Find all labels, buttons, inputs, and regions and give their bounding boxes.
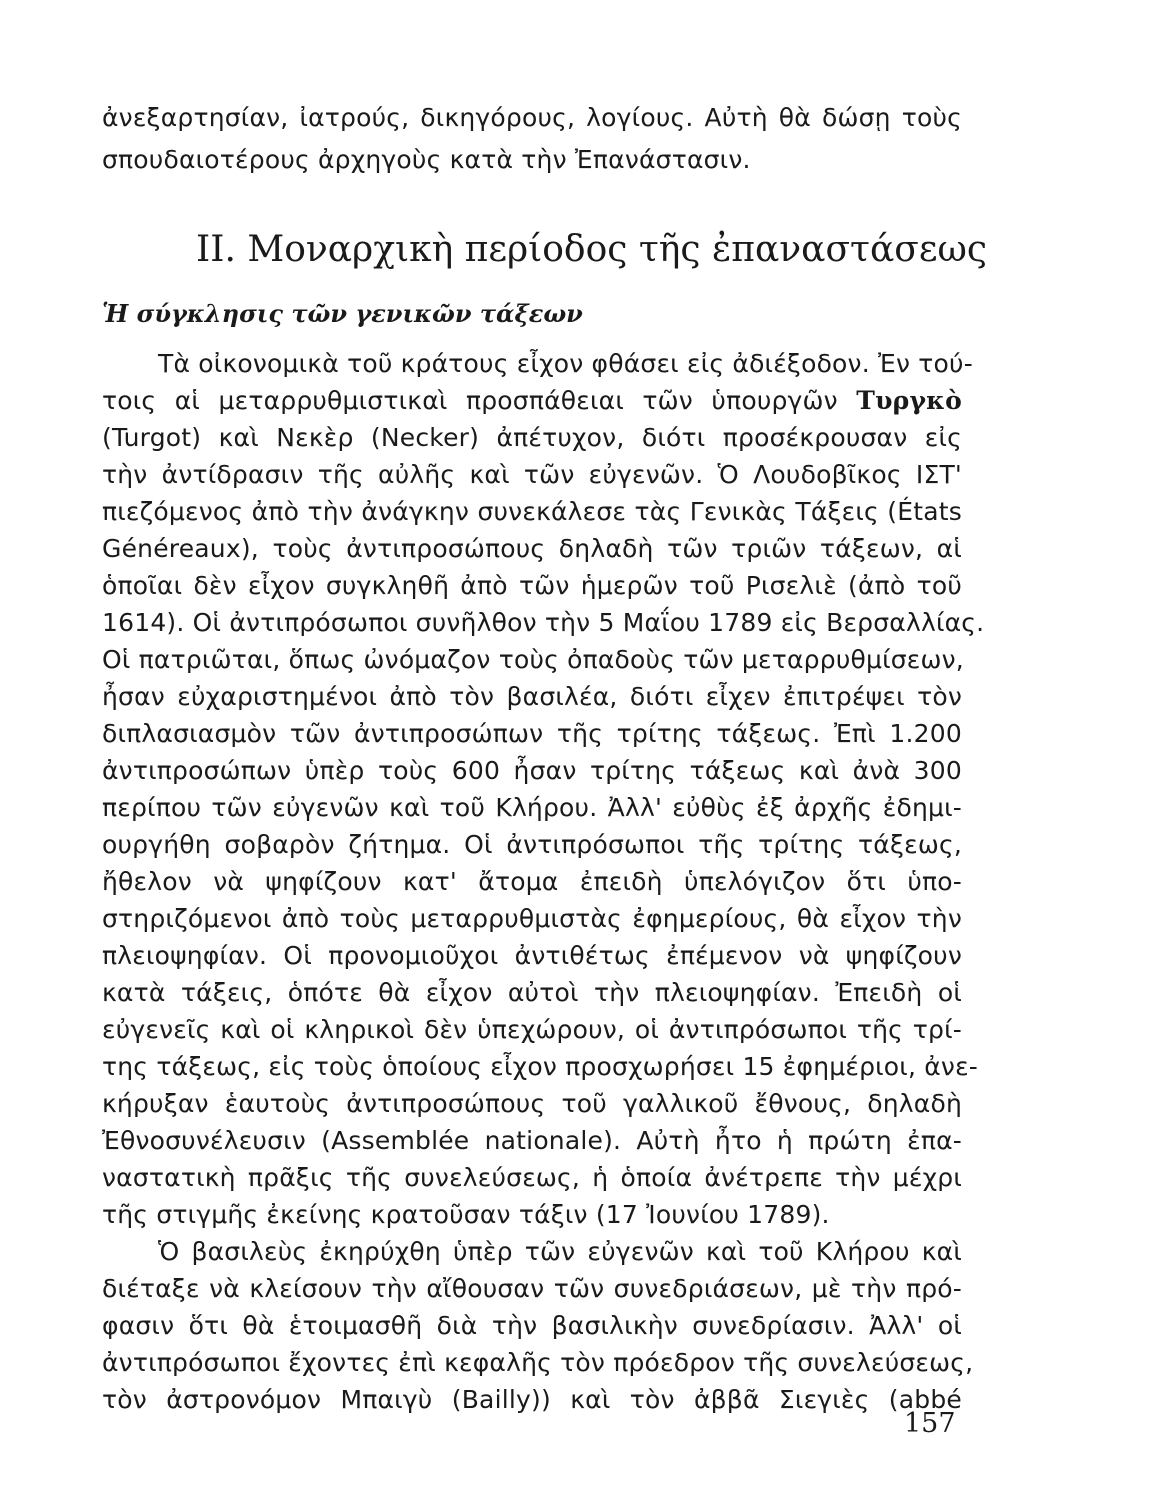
paragraph-1-line: στηριζόμενοι ἀπὸ τοὺς μεταρρυθμιστὰς ἐφημερίους, θὰ εἶχον τὴν <box>102 904 962 933</box>
paragraph-1-line: κατὰ τάξεις, ὁπότε θὰ εἶχον αὐτοὶ τὴν πλειοψηφίαν. Ἐπειδὴ οἱ <box>102 978 962 1007</box>
paragraph-1-line: τὴν ἀντίδρασιν τῆς αὐλῆς καὶ τῶν εὐγενῶν. Ὁ Λουδοβῖκος ΙΣΤ' <box>102 460 962 489</box>
paragraph-2-line: τὸν ἀστρονόμον Μπαιγὺ (Bailly)) καὶ τὸν ἀββᾶ Σιεγιὲς (abbé <box>102 1385 962 1414</box>
paragraph-1-line: ἤθελον νὰ ψηφίζουν κατ' ἄτομα ἐπειδὴ ὑπελόγιζον ὅτι ὑπο- <box>102 867 962 896</box>
paragraph-1-line: ουργήθη σοβαρὸν ζήτημα. Οἱ ἀντιπρόσωποι τῆς τρίτης τάξεως, <box>102 830 962 859</box>
bold-name-turgot: Τυργκὸ <box>856 386 962 415</box>
paragraph-2-line: φασιν ὅτι θὰ ἑτοιμασθῆ διὰ τὴν βασιλικὴν συνεδρίασιν. Ἀλλ' οἱ <box>102 1311 962 1340</box>
paragraph-1-line: ἦσαν εὐχαριστημένοι ἀπὸ τὸν βασιλέα, διότι εἶχεν ἐπιτρέψει τὸν <box>102 682 962 711</box>
paragraph-1-line: πλειοψηφίαν. Οἱ προνομιοῦχοι ἀντιθέτως ἐπέμενον νὰ ψηφίζουν <box>102 941 962 970</box>
paragraph-1-line: Généreaux), τοὺς ἀντιπροσώπους δηλαδὴ τῶν τριῶν τάξεων, αἱ <box>102 534 962 563</box>
paragraph-2-line: ἀντιπρόσωποι ἔχοντες ἐπὶ κεφαλῆς τὸν πρόεδρον τῆς συνελεύσεως, <box>102 1348 974 1377</box>
intro-line-2: σπουδαιοτέρους ἀρχηγοὺς κατὰ τὴν Ἐπανάστασιν. <box>102 145 751 174</box>
paragraph-2-line: Ὁ βασιλεὺς ἐκηρύχθη ὑπὲρ τῶν εὐγενῶν καὶ τοῦ Κλήρου καὶ <box>158 1237 962 1266</box>
paragraph-2-line: διέταξε νὰ κλείσουν τὴν αἴθουσαν τῶν συνεδριάσεων, μὲ τὴν πρό- <box>102 1274 962 1303</box>
intro-line-1: ἀνεξαρτησίαν, ἰατρούς, δικηγόρους, λογίους. Αὐτὴ θὰ δώσῃ τοὺς <box>102 103 962 132</box>
page-number: 157 <box>904 1408 956 1439</box>
paragraph-1-line: πιεζόμενος ἀπὸ τὴν ἀνάγκην συνεκάλεσε τὰς Γενικὰς Τάξεις (États <box>102 497 962 526</box>
paragraph-1-line <box>102 383 962 419</box>
paragraph-1-line: Τὰ οἰκονομικὰ τοῦ κράτους εἶχον φθάσει εἰς ἀδιέξοδον. Ἐν τού- <box>158 349 973 378</box>
paragraph-1-line: της τάξεως, εἰς τοὺς ὁποίους εἶχον προσχωρήσει 15 ἐφημέριοι, ἀνε- <box>102 1052 979 1081</box>
paragraph-1-line: Οἱ πατριῶται, ὅπως ὠνόμαζον τοὺς ὀπαδοὺς τῶν μεταρρυθμίσεων, <box>102 645 964 674</box>
paragraph-1-line: Ἐθνοσυνέλευσιν (Assemblée nationale). Αὐτὴ ἦτο ἡ πρώτη ἐπα- <box>102 1126 962 1155</box>
paragraph-1-line: ναστατικὴ πρᾶξις τῆς συνελεύσεως, ἡ ὁποία ἀνέτρεπε τὴν μέχρι <box>102 1163 962 1192</box>
subheading: Ἡ σύγκλησις τῶν γενικῶν τάξεων <box>102 299 583 328</box>
paragraph-1-line: τῆς στιγμῆς ἐκείνης κρατοῦσαν τάξιν (17 Ἰουνίου 1789). <box>102 1200 830 1229</box>
paragraph-1-line: 1614). Οἱ ἀντιπρόσωποι συνῆλθον τὴν 5 Μαΐου 1789 εἰς Βερσαλλίας. <box>102 608 985 637</box>
paragraph-1-line: ὁποῖαι δὲν εἶχον συγκληθῆ ἀπὸ τῶν ἡμερῶν τοῦ Ρισελιὲ (ἀπὸ τοῦ <box>102 571 962 600</box>
section-heading: II. Μοναρχικὴ περίοδος τῆς ἐπαναστάσεως <box>196 229 987 270</box>
paragraph-1-line: (Turgot) καὶ Νεκὲρ (Necker) ἀπέτυχον, διότι προσέκρουσαν εἰς <box>102 423 962 452</box>
paragraph-1-line: περίπου τῶν εὐγενῶν καὶ τοῦ Κλήρου. Ἀλλ' εὐθὺς ἐξ ἀρχῆς ἐδημι- <box>102 793 962 822</box>
paragraph-1-text: τοις αἱ μεταρρυθμιστικαὶ προσπάθειαι τῶν ὑπουργῶν <box>102 386 838 415</box>
paragraph-1-line: ἀντιπροσώπων ὑπὲρ τοὺς 600 ἦσαν τρίτης τάξεως καὶ ἀνὰ 300 <box>102 756 962 785</box>
paragraph-1-line: κήρυξαν ἑαυτοὺς ἀντιπροσώπους τοῦ γαλλικοῦ ἔθνους, δηλαδὴ <box>102 1089 962 1118</box>
paragraph-1-line: διπλασιασμὸν τῶν ἀντιπροσώπων τῆς τρίτης τάξεως. Ἐπὶ 1.200 <box>102 719 962 748</box>
paragraph-1-line: εὐγενεῖς καὶ οἱ κληρικοὶ δὲν ὑπεχώρουν, οἱ ἀντιπρόσωποι τῆς τρί- <box>102 1015 962 1044</box>
